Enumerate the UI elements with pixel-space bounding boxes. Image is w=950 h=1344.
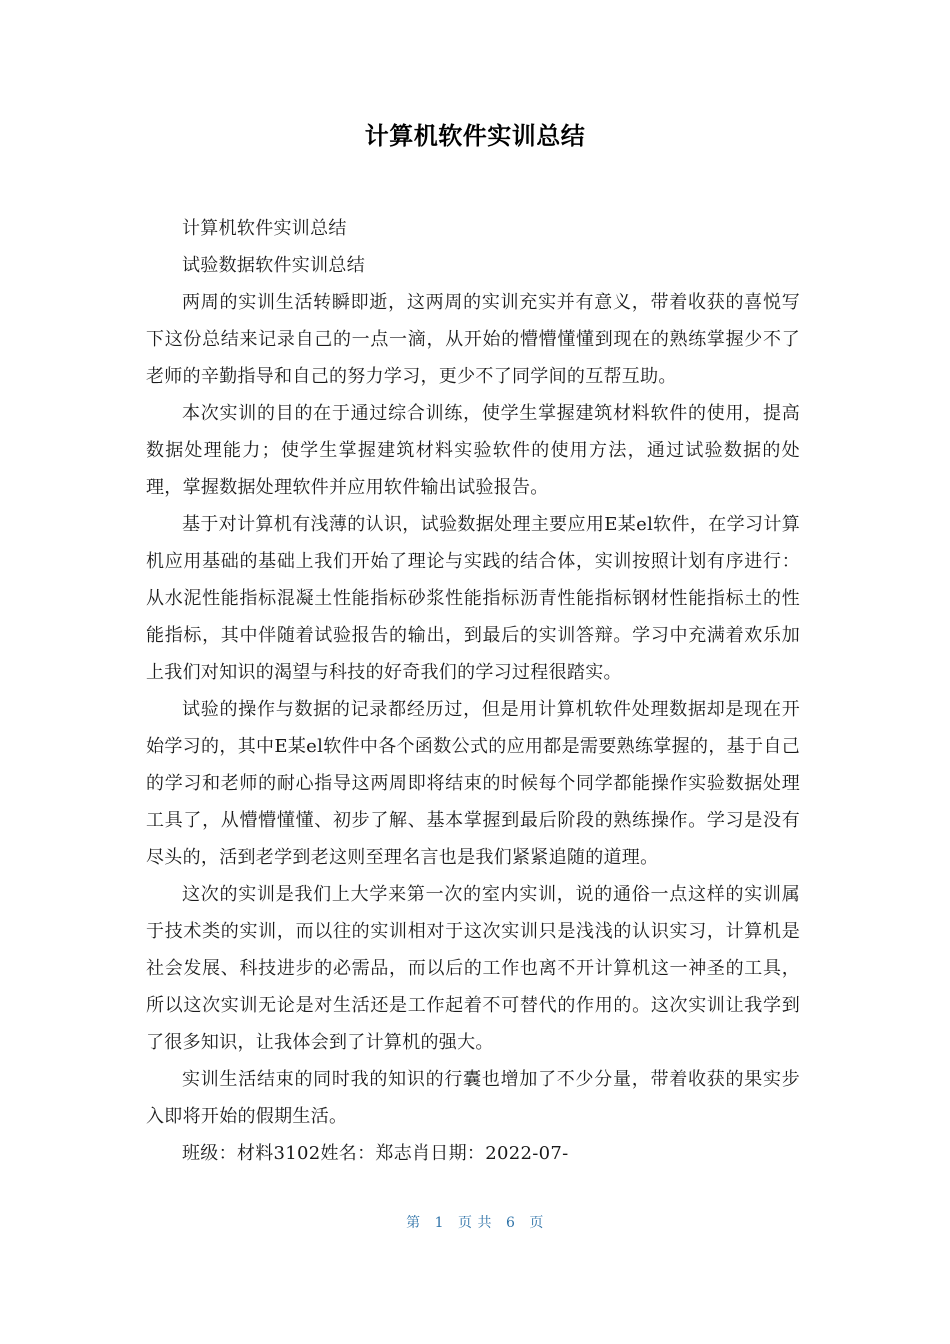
paragraph: 这次的实训是我们上大学来第一次的室内实训，说的通俗一点这样的实训属于技术类的实训，而以往的实训相对于这次实训只是浅浅的认识实习，计算机是社会发展、科技进步的必需品，而以后的工作也离不开计算机这一神圣的工具，所以这次实训无论是对生活还是工作起着不可替代的作用的。这次实训让我学到了很多知识，让我体会到了计算机的强大。 <box>146 884 800 1053</box>
footer-middle: 页 共 <box>458 1215 492 1231</box>
footer-suffix: 页 <box>529 1215 544 1231</box>
footer-page-number: 1 <box>434 1215 445 1231</box>
paragraph: 试验数据软件实训总结 <box>182 255 365 276</box>
footer-prefix: 第 <box>406 1215 421 1231</box>
paragraph: 本次实训的目的在于通过综合训练，使学生掌握建筑材料软件的使用，提高数据处理能力；使学生掌握建筑材料实验软件的使用方法，通过试验数据的处理，掌握数据处理软件并应用软件输出试验报告。 <box>146 403 800 498</box>
paragraph: 两周的实训生活转瞬即逝，这两周的实训充实并有意义，带着收获的喜悦写下这份总结来记录自己的一点一滴，从开始的懵懵懂懂到现在的熟练掌握少不了老师的辛勤指导和自己的努力学习，更少不了同学间的互帮互助。 <box>146 292 800 387</box>
paragraph: 试验的操作与数据的记录都经历过，但是用计算机软件处理数据却是现在开始学习的，其中E某el软件中各个函数公式的应用都是需要熟练掌握的，基于自己的学习和老师的耐心指导这两周即将结束的时候每个同学都能操作实验数据处理工具了，从懵懵懂懂、初步了解、基本掌握到最后阶段的熟练操作。学习是没有尽头的，活到老学到老这则至理名言也是我们紧紧追随的道理。 <box>146 699 800 868</box>
paragraph: 计算机软件实训总结 <box>182 218 347 239</box>
document-body <box>146 210 800 1172</box>
paragraph: 基于对计算机有浅薄的认识，试验数据处理主要应用E某el软件，在学习计算机应用基础的基础上我们开始了理论与实践的结合体，实训按照计划有序进行：从水泥性能指标混凝土性能指标砂浆性能指标沥青性能指标钢材性能指标土的性能指标，其中伴随着试验报告的输出，到最后的实训答辩。学习中充满着欢乐加上我们对知识的渴望与科技的好奇我们的学习过程很踏实。 <box>146 514 800 683</box>
page-footer <box>0 1212 950 1232</box>
signature-line: 班级：材料3102姓名：郑志肖日期：2022-07- <box>182 1143 569 1164</box>
page-title: 计算机软件实训总结 <box>364 122 586 150</box>
paragraph: 实训生活结束的同时我的知识的行囊也增加了不少分量，带着收获的果实步入即将开始的假期生活。 <box>146 1069 800 1127</box>
footer-total-pages: 6 <box>505 1215 516 1231</box>
